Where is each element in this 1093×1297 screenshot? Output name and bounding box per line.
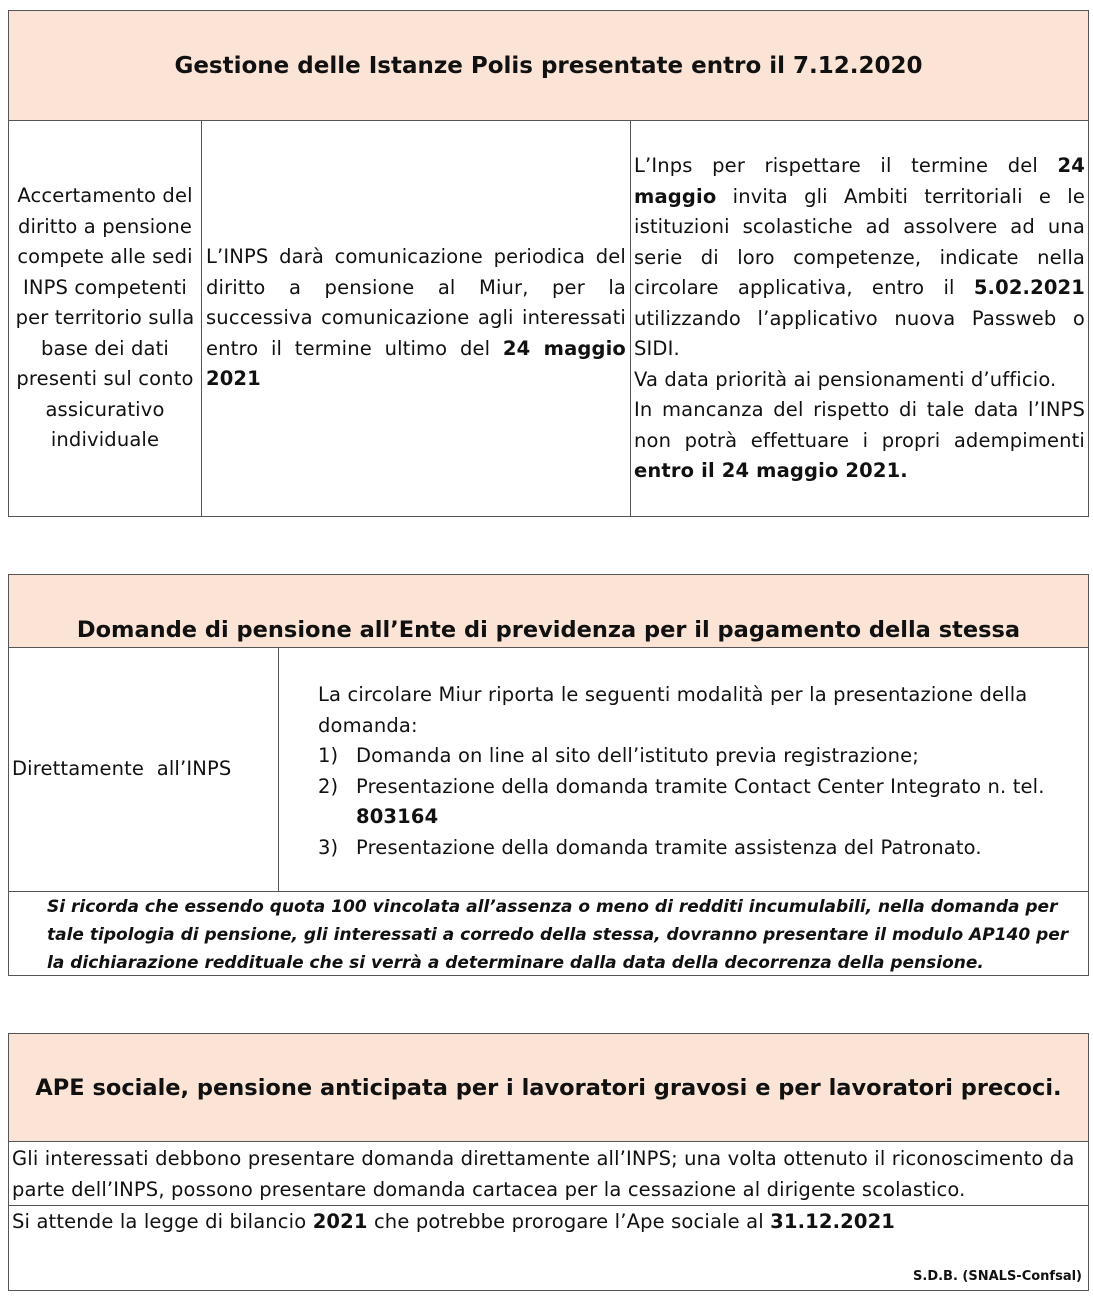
table-ape-sociale (8, 1033, 1089, 1291)
row-legge-bilancio (12, 1207, 1086, 1238)
list-item-number: 1) (318, 744, 339, 767)
termine-paragraph-1 (634, 151, 1085, 365)
list-item (318, 833, 1073, 864)
section-title-ape-sociale (9, 1034, 1088, 1142)
termine-date: entro il 24 maggio 2021. (634, 459, 908, 482)
table-domande-pensione (8, 574, 1089, 976)
termine-paragraph-3 (634, 395, 1085, 487)
ape-domanda-text: Gli interessati debbono presentare domanda direttamente all’INPS; una volta ottenuto il riconoscimento da parte dell’INPS, possono presentare domanda cartacea per la cessazione al dirigente scolastico. (12, 1147, 1075, 1201)
divider (9, 891, 1088, 892)
table-istanze-polis (8, 10, 1089, 517)
section-title-text: APE sociale, pensione anticipata per i lavoratori gravosi e per lavoratori precoci. (35, 1074, 1062, 1101)
list-item-number: 3) (318, 835, 339, 859)
row-ape-domanda (12, 1144, 1086, 1205)
list-item (318, 772, 1073, 833)
cell-modalita (318, 680, 1073, 863)
cell-termine-inps (632, 151, 1087, 487)
divider (630, 121, 631, 516)
cell-accertamento (9, 121, 201, 516)
cell-direttamente-inps (12, 648, 278, 891)
list-item-text: Domanda on line al sito dell’istituto previa registrazione; (356, 744, 919, 767)
modalita-list (318, 741, 1073, 863)
modalita-intro: La circolare Miur riporta le seguenti modalità per la presentazione della domanda: (318, 683, 1028, 737)
termine-date: 5.02.2021 (973, 276, 1085, 299)
list-item-number: 2) (318, 774, 339, 798)
section-title-istanze-polis (9, 11, 1088, 121)
comunicazione-text: L’INPS darà comunicazione periodica del diritto a pensione al Miur, per la successiva comunicazione agli interessati entro il termine ultimo del (206, 245, 626, 360)
termine-text: In mancanza del rispetto di tale data l’INPS non potrà effettuare i propri adempimenti (634, 398, 1085, 452)
cell-comunicazione-inps (203, 121, 629, 516)
termine-date: 24 maggio (634, 154, 1085, 208)
bilancio-text: che potrebbe prorogare l’Ape sociale al (373, 1210, 764, 1233)
termine-text: utilizzando l’applicativo nuova Passweb o SIDI. (634, 306, 1085, 360)
accertamento-text: Accertamento del diritto a pensione compete alle sedi INPS competenti per territorio sulla base dei dati presenti sul conto assicurativo individuale (15, 184, 195, 452)
list-item-text: Presentazione della domanda tramite Contact Center Integrato n. tel. 803164 (356, 774, 1045, 828)
bilancio-date: 31.12.2021 (770, 1210, 896, 1233)
note-text: Si ricorda che essendo quota 100 vincolata all’assenza o meno di redditi incumulabili, nella domanda per tale tipologia di pensione, gli interessati a corredo della stessa, dovranno presentare il modulo AP140 per la dichiarazione reddituale che si verrà a determinare dalla data della decorrenza della pensione. (47, 897, 1069, 973)
signature: S.D.B. (SNALS-Confsal) (913, 1269, 1082, 1284)
bilancio-year: 2021 (312, 1210, 368, 1233)
termine-paragraph-2: Va data priorità ai pensionamenti d’ufficio. (634, 367, 1057, 391)
section-title-text: Gestione delle Istanze Polis presentate entro il 7.12.2020 (174, 52, 923, 79)
list-item (318, 741, 1073, 772)
direttamente-text: Direttamente all’INPS (12, 757, 232, 781)
termine-text: invita gli Ambiti territoriali e le istituzioni scolastiche ad assolvere ad una serie di loro competenze, indicate nella circolare applicativa, entro il (634, 184, 1085, 299)
bilancio-text: Si attende la legge di bilancio (12, 1210, 307, 1233)
divider (278, 648, 279, 891)
divider (201, 121, 202, 516)
note-quota-100 (47, 893, 1085, 977)
divider (9, 1205, 1088, 1206)
termine-text: L’Inps per rispettare il termine del (634, 154, 1038, 177)
comunicazione-deadline: 24 maggio 2021 (206, 336, 626, 391)
section-title-domande-pensione (9, 575, 1088, 648)
section-title-text: Domande di pensione all’Ente di previdenza per il pagamento della stessa (76, 617, 1021, 643)
phone-number: 803164 (356, 805, 439, 828)
list-item-text: Presentazione della domanda tramite assistenza del Patronato. (356, 835, 982, 859)
